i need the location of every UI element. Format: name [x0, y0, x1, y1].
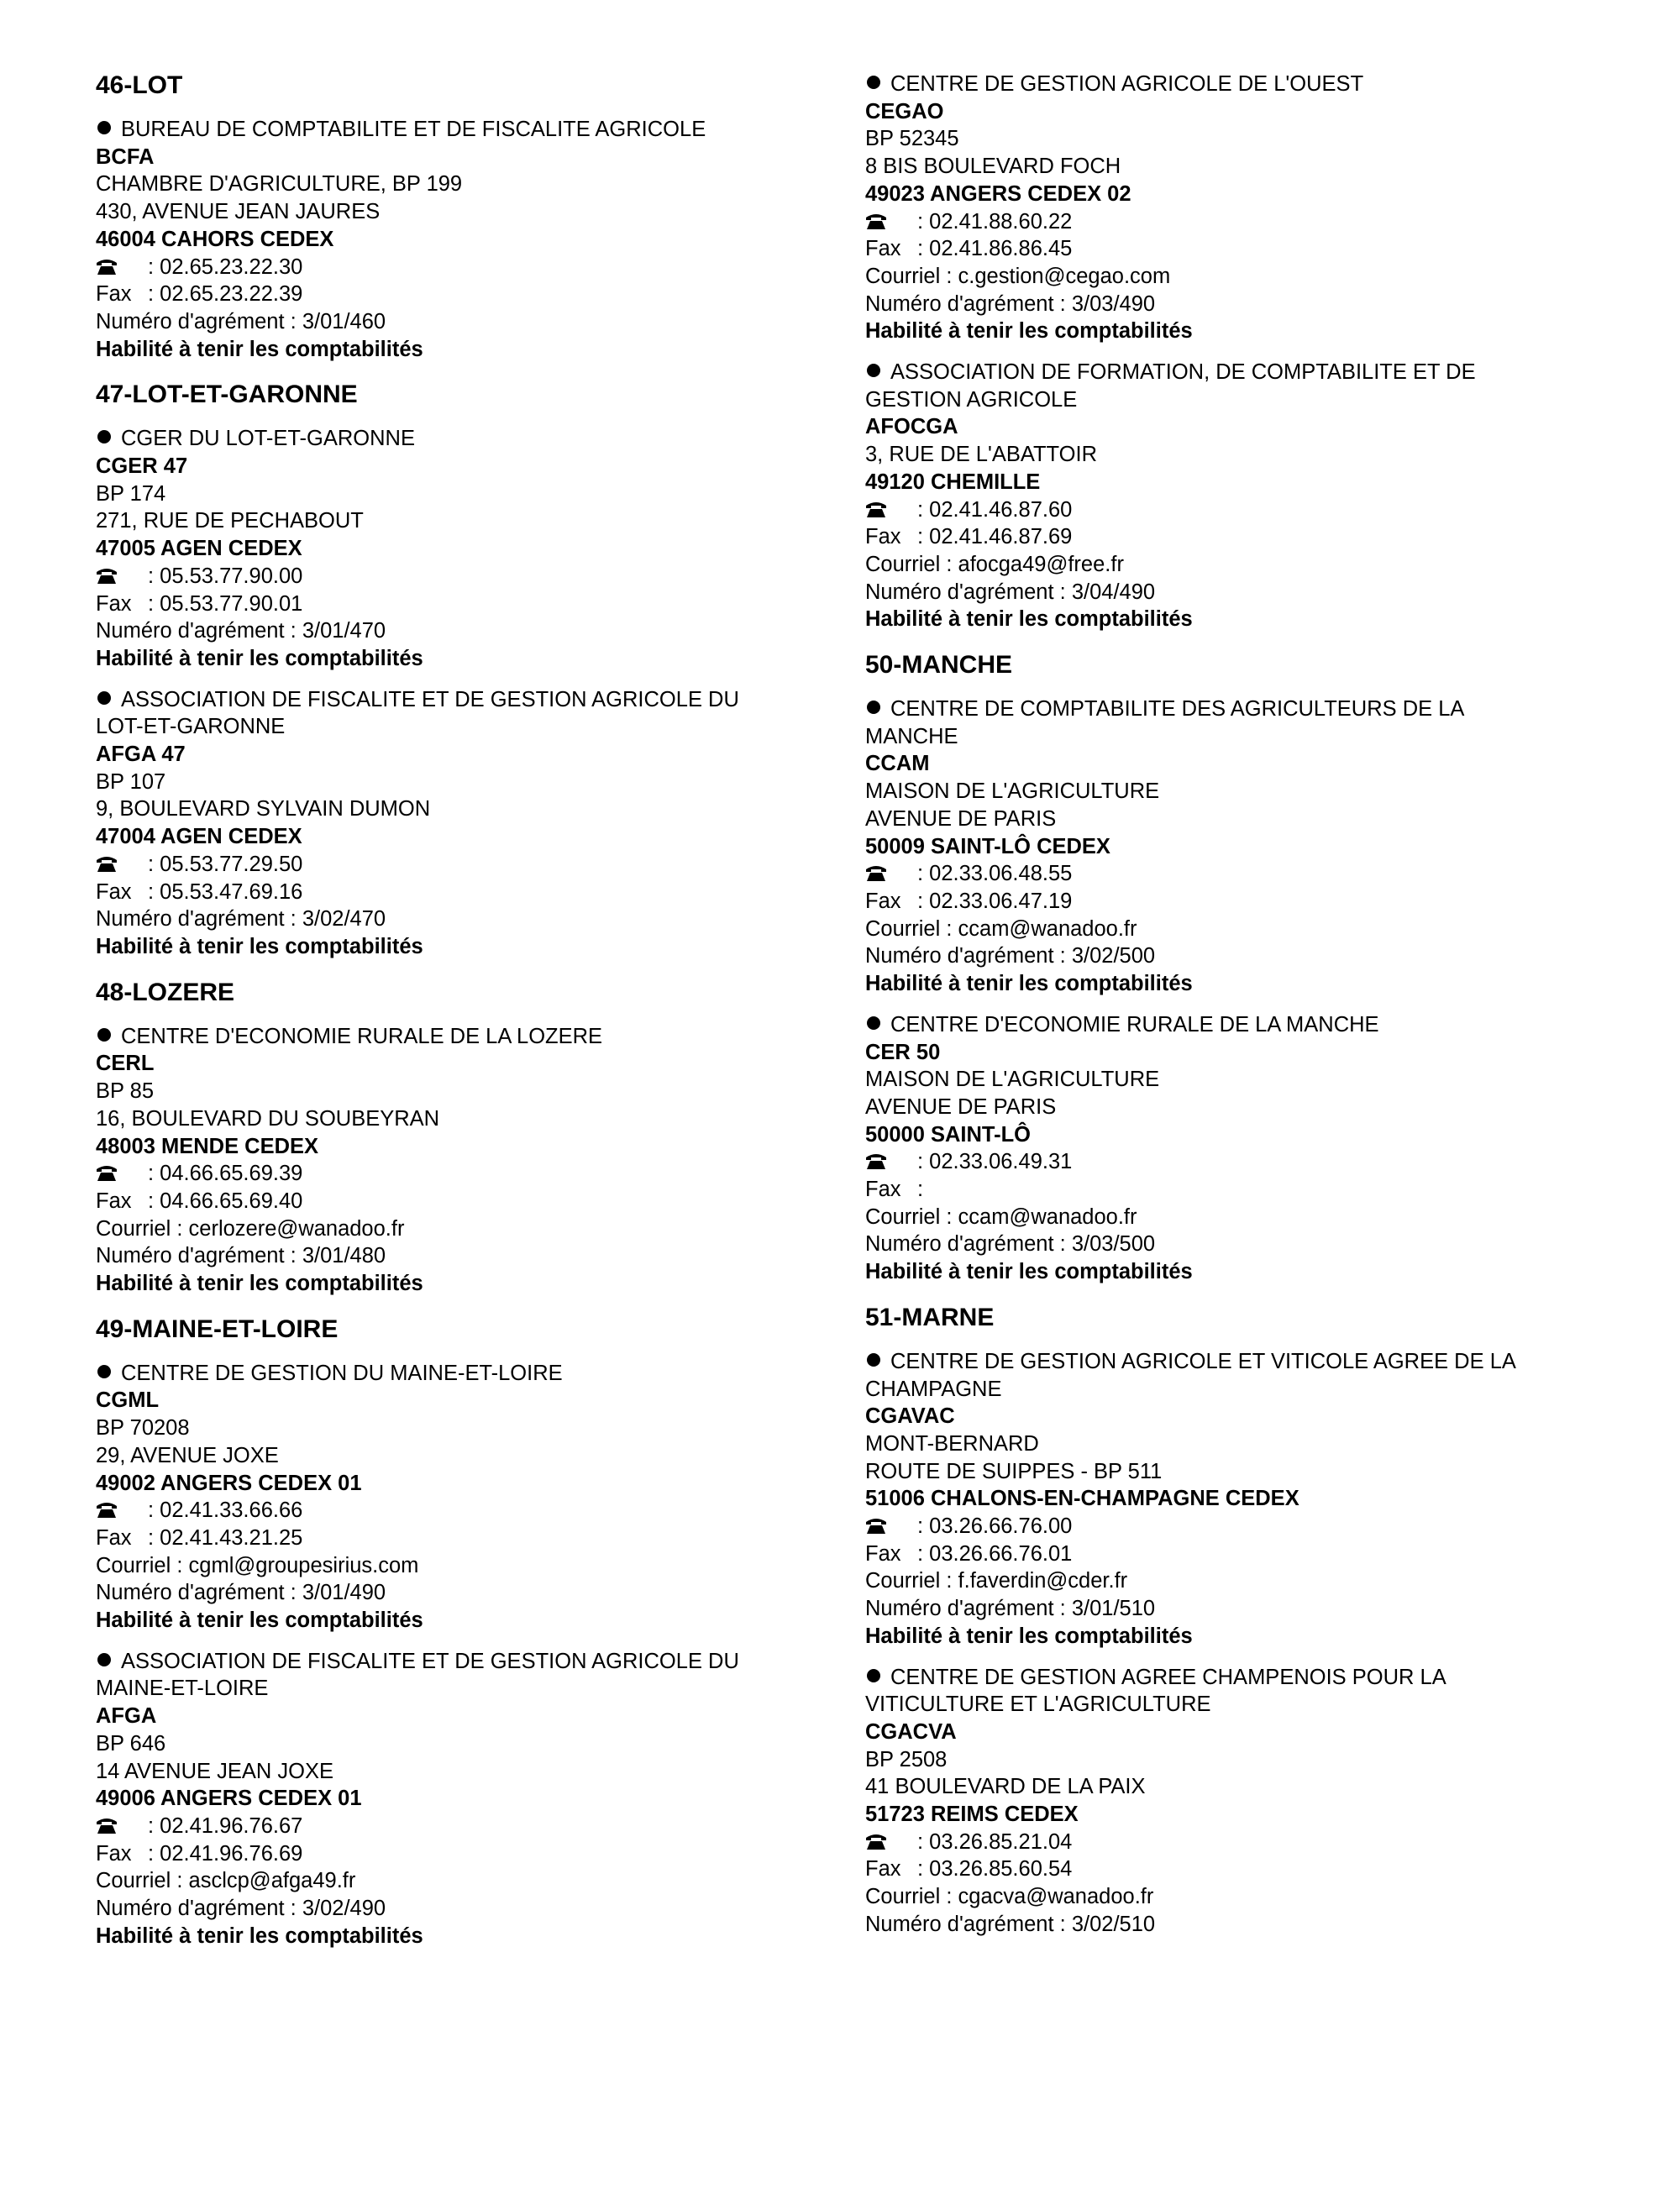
agrement-line: [96, 1895, 835, 1923]
address-line: BP 70208: [96, 1416, 190, 1441]
section-title: 47-LOT-ET-GARONNE: [96, 380, 358, 409]
email-label: Courriel :: [96, 1869, 189, 1893]
agrement-line: [865, 291, 1621, 318]
phone-number: 03.26.85.21.04: [929, 1829, 1073, 1854]
habilitation-note: Habilité à tenir les comptabilités: [865, 607, 1193, 632]
phone-line: [865, 860, 1621, 888]
habilitation-note: Habilité à tenir les comptabilités: [96, 1923, 423, 1948]
email-address: cgml@groupesirius.com: [188, 1553, 419, 1577]
address-line: AVENUE DE PARIS: [865, 1094, 1057, 1119]
address-line: MAISON DE L'AGRICULTURE: [865, 779, 1160, 804]
organization-acronym: CGER 47: [96, 454, 188, 479]
phone-line: [96, 254, 835, 281]
agrement-label: Numéro d'agrément :: [865, 1912, 1072, 1936]
agrement-number: 3/01/490: [302, 1581, 386, 1605]
phone-number: 03.26.66.76.00: [929, 1514, 1073, 1539]
postal-city: 51723 REIMS CEDEX: [865, 1803, 1079, 1827]
agrement-label: Numéro d'agrément :: [96, 1244, 302, 1268]
fax-label: Fax: [865, 1857, 901, 1881]
organization-name-text: CENTRE DE GESTION AGRICOLE DE L'OUEST: [890, 72, 1364, 96]
bullet-icon: [97, 1028, 111, 1042]
phone-line: [865, 1513, 1621, 1540]
fax-number: 05.53.77.90.01: [160, 591, 303, 616]
email-line: [865, 1204, 1621, 1231]
phone-number: 04.66.65.69.39: [160, 1162, 303, 1186]
agrement-number: 3/01/470: [302, 619, 386, 643]
organization-name-text: LOT-ET-GARONNE: [96, 715, 286, 739]
postal-city: 47005 AGEN CEDEX: [96, 537, 302, 561]
organization-acronym: CEGAO: [865, 99, 944, 123]
email-label: Courriel :: [865, 916, 958, 941]
habilitation-note: Habilité à tenir les comptabilités: [96, 1609, 423, 1633]
email-label: Courriel :: [865, 552, 958, 576]
telephone-icon: [96, 259, 148, 276]
email-label: Courriel :: [865, 264, 958, 288]
fax-line: [96, 590, 835, 618]
fax-line: [865, 888, 1621, 916]
phone-number: 02.41.46.87.60: [929, 497, 1073, 522]
organization-acronym: CGACVA: [865, 1719, 957, 1744]
agrement-number: 3/02/510: [1071, 1912, 1156, 1936]
fax-number: 02.65.23.22.39: [160, 282, 303, 307]
agrement-label: Numéro d'agrément :: [865, 1232, 1072, 1257]
organization-acronym: CCAM: [865, 752, 930, 776]
section-title: 49-MAINE-ET-LOIRE: [96, 1315, 339, 1343]
fax-label: Fax: [865, 1178, 901, 1202]
agrement-number: 3/02/500: [1071, 944, 1156, 968]
directory-entry: [865, 1011, 1621, 1286]
email-line: [96, 1215, 835, 1243]
habilitation-note: Habilité à tenir les comptabilités: [96, 934, 423, 958]
organization-name: [865, 723, 1621, 751]
telephone-icon: [865, 501, 917, 518]
agrement-number: 3/03/500: [1071, 1232, 1156, 1257]
agrement-label: Numéro d'agrément :: [96, 1581, 302, 1605]
postal-city: 51006 CHALONS-EN-CHAMPAGNE CEDEX: [865, 1487, 1299, 1511]
phone-number: 02.33.06.48.55: [929, 862, 1073, 886]
fax-label: Fax: [96, 879, 132, 904]
address-line: ROUTE DE SUIPPES - BP 511: [865, 1459, 1163, 1483]
address-line: BP 85: [96, 1079, 155, 1104]
telephone-icon: [96, 1165, 148, 1182]
telephone-icon: [865, 1518, 917, 1535]
telephone-icon: [865, 1834, 917, 1850]
telephone-icon: [865, 213, 917, 230]
phone-line: [96, 1813, 835, 1840]
fax-number: 02.41.43.21.25: [160, 1525, 303, 1550]
postal-city: 49002 ANGERS CEDEX 01: [96, 1471, 362, 1495]
fax-label: Fax: [96, 1525, 132, 1550]
directory-entry: [865, 1348, 1621, 1651]
agrement-label: Numéro d'agrément :: [865, 580, 1072, 604]
email-address: cgacva@wanadoo.fr: [958, 1885, 1154, 1909]
agrement-line: [865, 1595, 1621, 1623]
fax-line: [865, 1540, 1621, 1568]
email-address: f.faverdin@cder.fr: [958, 1569, 1128, 1593]
fax-line: [96, 1188, 835, 1215]
email-label: Courriel :: [96, 1216, 189, 1241]
directory-entry: [96, 1360, 835, 1635]
organization-name: [865, 1348, 1621, 1376]
fax-separator: :: [148, 1189, 160, 1213]
organization-name: [96, 1023, 835, 1051]
agrement-line: [96, 1242, 835, 1270]
email-line: [865, 551, 1621, 579]
agrement-number: 3/02/490: [302, 1897, 386, 1921]
agrement-line: [865, 579, 1621, 606]
email-address: cerlozere@wanadoo.fr: [188, 1216, 405, 1241]
fax-label: Fax: [865, 1541, 901, 1566]
phone-line: [96, 563, 835, 590]
bullet-icon: [97, 1653, 111, 1666]
directory-entry: [96, 1648, 835, 1950]
address-line: 9, BOULEVARD SYLVAIN DUMON: [96, 797, 431, 821]
phone-number: 05.53.77.29.50: [160, 852, 303, 876]
organization-acronym: BCFA: [96, 144, 155, 169]
organization-name: [865, 1664, 1621, 1692]
agrement-number: 3/01/480: [302, 1244, 386, 1268]
habilitation-note: Habilité à tenir les comptabilités: [865, 972, 1193, 996]
organization-name-text: MANCHE: [865, 724, 958, 748]
email-address: asclcp@afga49.fr: [188, 1869, 356, 1893]
email-line: [865, 1567, 1621, 1595]
organization-name: [865, 1376, 1621, 1404]
section-title: 48-LOZERE: [96, 978, 235, 1006]
address-line: BP 2508: [865, 1747, 948, 1771]
phone-number: 02.33.06.49.31: [929, 1150, 1073, 1174]
agrement-number: 3/02/470: [302, 907, 386, 932]
organization-name: [865, 1011, 1621, 1039]
fax-number: 02.33.06.47.19: [929, 889, 1073, 913]
address-line: BP 52345: [865, 127, 959, 151]
agrement-label: Numéro d'agrément :: [865, 944, 1072, 968]
address-line: BP 646: [96, 1731, 166, 1756]
phone-separator: :: [917, 1150, 930, 1174]
fax-line: [865, 1855, 1621, 1883]
phone-separator: :: [148, 255, 160, 279]
directory-entry: [865, 71, 1621, 345]
fax-separator: :: [148, 879, 160, 904]
fax-label: Fax: [865, 889, 901, 913]
postal-city: 50000 SAINT-LÔ: [865, 1122, 1031, 1147]
habilitation-note: Habilité à tenir les comptabilités: [96, 1272, 423, 1296]
fax-number: 04.66.65.69.40: [160, 1189, 303, 1213]
organization-name: [96, 1675, 835, 1703]
section-title: 46-LOT: [96, 71, 183, 99]
phone-number: 02.41.88.60.22: [929, 209, 1073, 234]
fax-label: Fax: [865, 525, 901, 549]
organization-acronym: AFGA: [96, 1704, 157, 1729]
email-address: ccam@wanadoo.fr: [958, 1204, 1137, 1229]
address-line: 14 AVENUE JEAN JOXE: [96, 1759, 333, 1783]
phone-line: [865, 1829, 1621, 1856]
organization-name: [865, 386, 1621, 414]
fax-separator: :: [917, 889, 930, 913]
fax-separator: :: [917, 1541, 930, 1566]
telephone-icon: [96, 1502, 148, 1519]
phone-line: [96, 851, 835, 879]
fax-separator: :: [148, 282, 160, 307]
agrement-line: [865, 942, 1621, 970]
organization-name-text: ASSOCIATION DE FORMATION, DE COMPTABILITE ET DE: [890, 360, 1476, 385]
address-line: 41 BOULEVARD DE LA PAIX: [865, 1775, 1146, 1799]
organization-acronym: AFGA 47: [96, 743, 186, 767]
agrement-label: Numéro d'agrément :: [865, 291, 1072, 316]
postal-city: 47004 AGEN CEDEX: [96, 825, 302, 849]
address-line: 271, RUE DE PECHABOUT: [96, 509, 364, 533]
phone-line: [96, 1497, 835, 1525]
postal-city: 49120 CHEMILLE: [865, 470, 1041, 494]
telephone-icon: [96, 568, 148, 585]
fax-separator: :: [148, 1841, 160, 1866]
phone-number: 02.41.33.66.66: [160, 1498, 303, 1523]
address-line: MONT-BERNARD: [865, 1431, 1039, 1456]
postal-city: 49023 ANGERS CEDEX 02: [865, 181, 1131, 206]
phone-line: [865, 1148, 1621, 1176]
email-address: afocga49@free.fr: [958, 552, 1124, 576]
telephone-icon: [96, 1818, 148, 1834]
postal-city: 50009 SAINT-LÔ CEDEX: [865, 834, 1110, 858]
agrement-label: Numéro d'agrément :: [96, 907, 302, 932]
directory-entry: [96, 425, 835, 672]
organization-name-text: ASSOCIATION DE FISCALITE ET DE GESTION AGRICOLE DU: [121, 1649, 739, 1673]
organization-name-text: GESTION AGRICOLE: [865, 387, 1078, 412]
section-title: 51-MARNE: [865, 1303, 995, 1331]
fax-number: 02.41.96.76.69: [160, 1841, 303, 1866]
right-column: [865, 71, 1621, 1952]
organization-name: [865, 1691, 1621, 1719]
agrement-line: [96, 308, 835, 336]
email-line: [865, 263, 1621, 291]
phone-separator: :: [148, 852, 160, 876]
fax-number: 03.26.66.76.01: [929, 1541, 1073, 1566]
organization-name: [96, 425, 835, 453]
fax-label: Fax: [96, 591, 132, 616]
directory-entry: [96, 686, 835, 961]
organization-name: [865, 359, 1621, 386]
phone-separator: :: [917, 1514, 930, 1539]
fax-line: [865, 523, 1621, 551]
directory-entry: [865, 695, 1621, 998]
fax-line: [96, 879, 835, 906]
email-label: Courriel :: [865, 1885, 958, 1909]
organization-acronym: CER 50: [865, 1040, 941, 1064]
phone-line: [865, 496, 1621, 524]
agrement-number: 3/01/510: [1071, 1597, 1156, 1621]
organization-name-text: BUREAU DE COMPTABILITE ET DE FISCALITE AGRICOLE: [121, 118, 706, 141]
organization-name-text: CENTRE DE COMPTABILITE DES AGRICULTEURS DE LA: [890, 697, 1465, 722]
habilitation-note: Habilité à tenir les comptabilités: [96, 337, 423, 361]
email-label: Courriel :: [865, 1204, 958, 1229]
telephone-icon: [865, 1153, 917, 1170]
address-line: 8 BIS BOULEVARD FOCH: [865, 155, 1121, 179]
organization-name-text: CENTRE DE GESTION DU MAINE-ET-LOIRE: [121, 1361, 563, 1385]
organization-name: [96, 1360, 835, 1388]
phone-separator: :: [917, 862, 930, 886]
postal-city: 46004 CAHORS CEDEX: [96, 227, 334, 251]
agrement-line: [865, 1231, 1621, 1258]
organization-name: [865, 71, 1621, 98]
agrement-number: 3/04/490: [1071, 580, 1156, 604]
bullet-icon: [867, 76, 880, 89]
agrement-number: 3/03/490: [1071, 291, 1156, 316]
agrement-label: Numéro d'agrément :: [96, 619, 302, 643]
email-label: Courriel :: [96, 1553, 189, 1577]
left-column: [96, 69, 835, 1963]
bullet-icon: [867, 1016, 880, 1030]
organization-name-text: CHAMPAGNE: [865, 1377, 1002, 1401]
organization-name: [865, 695, 1621, 723]
directory-entry: [96, 1023, 835, 1298]
email-label: Courriel :: [865, 1569, 958, 1593]
fax-number: 05.53.47.69.16: [160, 879, 303, 904]
bullet-icon: [97, 691, 111, 705]
directory-entry: [96, 116, 835, 363]
telephone-icon: [96, 856, 148, 873]
phone-separator: :: [148, 1162, 160, 1186]
phone-separator: :: [148, 1813, 160, 1838]
fax-number: 02.41.86.86.45: [929, 237, 1073, 261]
habilitation-note: Habilité à tenir les comptabilités: [96, 646, 423, 670]
fax-label: Fax: [865, 237, 901, 261]
fax-separator: :: [148, 591, 160, 616]
bullet-icon: [97, 1365, 111, 1378]
fax-separator: :: [917, 1857, 930, 1881]
fax-separator: :: [917, 525, 930, 549]
phone-line: [96, 1160, 835, 1188]
habilitation-note: Habilité à tenir les comptabilités: [865, 1624, 1193, 1648]
fax-line: [96, 1840, 835, 1868]
organization-name-text: MAINE-ET-LOIRE: [96, 1677, 269, 1701]
fax-line: [865, 1176, 1621, 1204]
organization-name: [96, 686, 835, 714]
address-line: BP 174: [96, 481, 166, 506]
fax-line: [96, 281, 835, 308]
address-line: CHAMBRE D'AGRICULTURE, BP 199: [96, 172, 463, 197]
email-line: [865, 1883, 1621, 1911]
phone-line: [865, 208, 1621, 236]
address-line: 16, BOULEVARD DU SOUBEYRAN: [96, 1106, 440, 1131]
bullet-icon: [867, 364, 880, 377]
habilitation-note: Habilité à tenir les comptabilités: [865, 1260, 1193, 1284]
organization-name: [96, 713, 835, 741]
organization-name-text: VITICULTURE ET L'AGRICULTURE: [865, 1693, 1211, 1717]
fax-separator: :: [917, 237, 930, 261]
email-line: [96, 1867, 835, 1895]
address-line: 3, RUE DE L'ABATTOIR: [865, 443, 1097, 467]
section-title: 50-MANCHE: [865, 651, 1013, 680]
fax-number: 02.41.46.87.69: [929, 525, 1073, 549]
agrement-line: [865, 1911, 1621, 1939]
organization-name-text: CENTRE DE GESTION AGRICOLE ET VITICOLE AGREE DE LA: [890, 1349, 1516, 1373]
address-line: MAISON DE L'AGRICULTURE: [865, 1068, 1160, 1092]
address-line: AVENUE DE PARIS: [865, 806, 1057, 831]
agrement-number: 3/01/460: [302, 309, 386, 333]
phone-separator: :: [917, 497, 930, 522]
organization-name: [96, 1648, 835, 1676]
email-address: ccam@wanadoo.fr: [958, 916, 1137, 941]
phone-number: 02.41.96.76.67: [160, 1813, 303, 1838]
bullet-icon: [97, 430, 111, 443]
bullet-icon: [867, 1353, 880, 1367]
organization-acronym: CERL: [96, 1052, 155, 1076]
directory-entry: [865, 359, 1621, 633]
postal-city: 48003 MENDE CEDEX: [96, 1134, 319, 1158]
phone-number: 05.53.77.90.00: [160, 564, 303, 588]
telephone-icon: [865, 865, 917, 882]
address-line: 29, AVENUE JOXE: [96, 1443, 279, 1467]
fax-separator: :: [148, 1525, 160, 1550]
habilitation-note: Habilité à tenir les comptabilités: [865, 319, 1193, 344]
address-line: BP 107: [96, 769, 166, 794]
phone-number: 02.65.23.22.30: [160, 255, 303, 279]
organization-name-text: CENTRE D'ECONOMIE RURALE DE LA LOZERE: [121, 1024, 603, 1048]
email-line: [96, 1552, 835, 1580]
phone-separator: :: [917, 1829, 930, 1854]
address-line: 430, AVENUE JEAN JAURES: [96, 200, 381, 224]
fax-label: Fax: [96, 1189, 132, 1213]
organization-name-text: CGER DU LOT-ET-GARONNE: [121, 427, 415, 451]
bullet-icon: [867, 701, 880, 714]
bullet-icon: [867, 1669, 880, 1682]
fax-line: [865, 235, 1621, 263]
organization-acronym: CGAVAC: [865, 1404, 955, 1429]
agrement-label: Numéro d'agrément :: [96, 309, 302, 333]
organization-name-text: CENTRE D'ECONOMIE RURALE DE LA MANCHE: [890, 1012, 1379, 1037]
agrement-line: [96, 1579, 835, 1607]
directory-entry: [865, 1664, 1621, 1939]
organization-acronym: AFOCGA: [865, 415, 958, 439]
agrement-label: Numéro d'agrément :: [865, 1597, 1072, 1621]
phone-separator: :: [148, 1498, 160, 1523]
fax-separator: :: [917, 1178, 924, 1202]
email-address: c.gestion@cegao.com: [958, 264, 1171, 288]
agrement-line: [96, 617, 835, 645]
fax-line: [96, 1525, 835, 1552]
agrement-line: [96, 905, 835, 933]
organization-acronym: CGML: [96, 1388, 160, 1413]
fax-label: Fax: [96, 1841, 132, 1866]
email-line: [865, 916, 1621, 943]
organization-name-text: CENTRE DE GESTION AGREE CHAMPENOIS POUR LA: [890, 1665, 1446, 1689]
phone-separator: :: [148, 564, 160, 588]
fax-label: Fax: [96, 282, 132, 307]
bullet-icon: [97, 121, 111, 134]
phone-separator: :: [917, 209, 930, 234]
postal-city: 49006 ANGERS CEDEX 01: [96, 1787, 362, 1811]
agrement-label: Numéro d'agrément :: [96, 1897, 302, 1921]
organization-name-text: ASSOCIATION DE FISCALITE ET DE GESTION AGRICOLE DU: [121, 687, 739, 711]
organization-name: [96, 116, 835, 144]
fax-number: 03.26.85.60.54: [929, 1857, 1073, 1881]
